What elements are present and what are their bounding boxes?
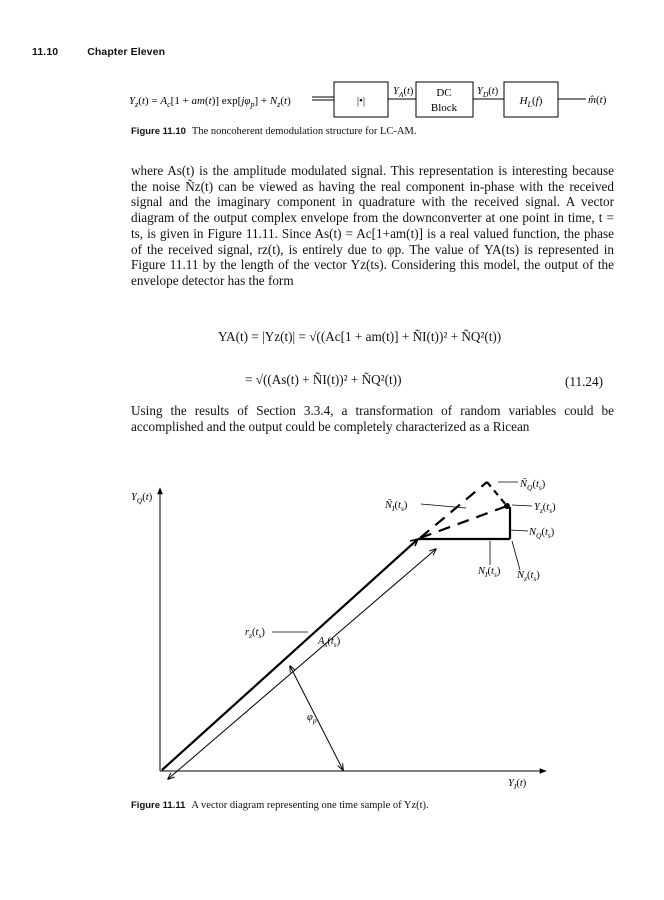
fig11-ni-label: $N_I(t_s)$ [478,566,501,579]
fig11-nz-label: $N_z(t_s)$ [517,570,540,583]
ni-tilde-vector [420,482,487,538]
lowpass-filter-label: $H_L(f)$ [519,95,543,109]
as-vector [168,549,436,779]
fig11-yz-label: $Y_z(t_s)$ [534,502,556,515]
fig11-nq-tilde-label: $Ñ_Q(t_s)$ [520,479,546,492]
figure-11-11-caption-label: Figure 11.11 [131,800,186,811]
abs-block-label: |•| [356,95,366,107]
fig11-rz-label: $r_z(t_s)$ [245,627,265,640]
fig11-x-axis-label: $Y_I(t)$ [508,778,527,791]
yz-vector [420,506,507,538]
fig11-y-axis-label: $Y_Q(t)$ [131,492,153,505]
body-paragraph-1: where As(t) is the amplitude modulated signal. This representation is interesting because the noise Ñz(t) can be viewed as having the real component in-phase with the received signal and the imaginary component in quadrature with the received signal. A vector diagram of the output complex envelope from the downconverter at one point in time, t = ts, is given in Figure 11.11. Since As(t) = Ac[1+am(t)] is a real valued function, the phase of the received signal, rz(t), is entirely due to φp. The value of YA(ts) is represented in Figure 11.11 by the length of the vector Yz(ts). Considering this model, the output of the envelope detector has the form [131,163,614,288]
chapter-title: Chapter Eleven [87,46,166,58]
rz-vector [162,539,418,770]
fig11-phi-label: $\varphi_p$ [307,712,317,725]
fig11-ni-tilde-label: $Ñ_I(t_s)$ [385,500,408,513]
equation-number: (11.24) [565,374,603,389]
fig10-output-label: m̂(t) [588,94,607,106]
fig10-yd-label: $Y_D(t)$ [477,86,499,99]
equation-line-2: = √((As(t) + ÑI(t))² + ÑQ²(t)) [245,372,402,387]
fig10-input-label: $Y_z(t) = A_c[1 + am(t)] \exp[j\varphi_p] + N_z(t)$ [129,95,291,109]
equation-line-1: YA(t) = |Yz(t)| = √((Ac[1 + am(t)] + ÑI(t))² + ÑQ²(t)) [218,329,502,344]
dc-block-line1: DC [436,87,452,99]
fig11-as-label: $A_s(t_s)$ [318,636,341,649]
figure-11-11-caption [131,800,429,811]
figure-11-11-caption-text: A vector diagram representing one time sample of Yz(t). [191,800,429,811]
dc-block-line2: Block [430,102,458,114]
nq-tilde-vector [487,482,507,506]
body-paragraph-2: Using the results of Section 3.3.4, a transformation of random variables could be accomplished and the output could be completely characterized as a Ricean [131,403,614,434]
figure-11-10-caption-label: Figure 11.10 [131,126,186,137]
figure-11-10-caption-text: The noncoherent demodulation structure for LC-AM. [191,126,417,137]
section-number: 11.10 [32,46,59,58]
fig10-ya-label: $Y_A(t)$ [393,86,414,99]
fig11-nq-label: $N_Q(t_s)$ [529,527,555,540]
